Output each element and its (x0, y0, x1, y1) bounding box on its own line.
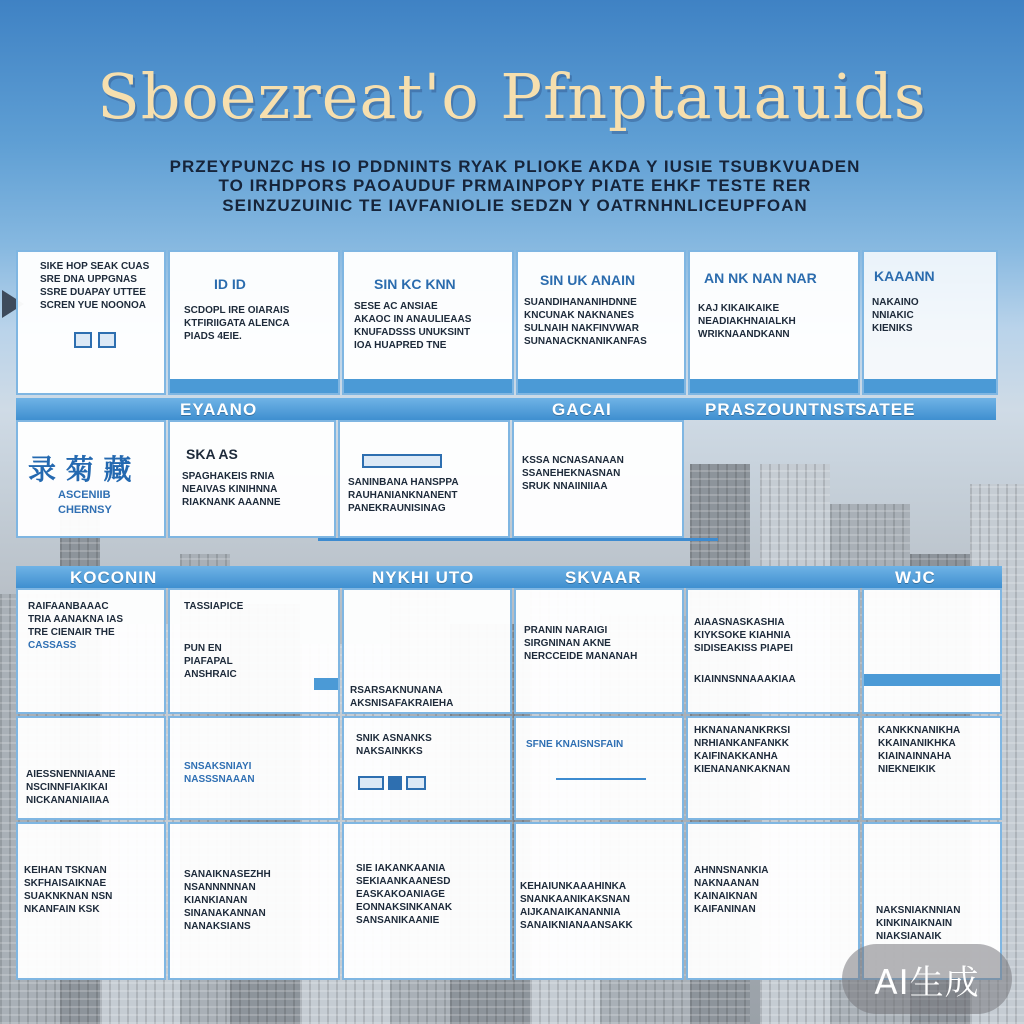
panel-r5-c5 (686, 822, 860, 980)
document-icon (98, 332, 116, 348)
band-label: EYAANO (180, 400, 258, 419)
panel-head: KAAANN (874, 268, 935, 284)
panel-r5-c4 (514, 822, 684, 980)
panel-text: RAIFAANBAAAC TRIA AANAKNA IAS TRE CIENAIR THE CASSASS (28, 601, 123, 651)
panel-text: PRANIN NARAIGI SIRGNINAN AKNE NERCCEIDE MANANAH (524, 625, 638, 662)
band-label: SKVAAR (565, 568, 642, 587)
panel-text: SANINBANA HANSPPA RAUHANIANKNANENT PANEKRAUNISINAG (348, 477, 459, 514)
panel-text: KEIHAN TSKNAN SKFHAISAIKNAE SUAKNKNAN NSN NKANFAIN KSK (24, 865, 113, 915)
device-icon (358, 776, 384, 790)
cjk-heading: 录 菊 藏 (28, 453, 132, 486)
panel-r2-c1 (16, 420, 166, 538)
panel-text: AIAASNASKASHIA KIYKSOKE KIAHNIA SIDISEAKISS PIAPEI KIAINNSNNAAAKIAA (694, 617, 796, 685)
document-icon (74, 332, 92, 348)
band-label: NYKHI UTO (372, 568, 475, 587)
panel-head: ID ID (214, 276, 246, 292)
panel-text: SESE AC ANSIAE AKAOC IN ANAULIEAAS KNUFADSSS UNUKSINT IOA HUAPRED TNE (354, 301, 472, 351)
panel-head: SKA AS (186, 446, 238, 462)
panel-text: PUN EN PIAFAPAL ANSHRAIC (184, 643, 237, 680)
subtitle-line-3: SEINZUZUINIC TE IAVFANIOLIE SEDZN Y OATRNHNLICEUPFOAN (222, 196, 808, 215)
section-band-row3 (16, 566, 1002, 588)
band-label: SATEE (855, 400, 916, 419)
band-label: PRASZOUNTNST (705, 400, 857, 419)
panel-r2-c3 (338, 420, 510, 538)
panel-text: SIE IAKANKAANIA SEKIAANKAANESD EASKAKOANIAGE EONNAKSINKANAK SANSANIKAANIE (356, 863, 453, 926)
panel-r1-c3 (342, 250, 514, 395)
panel-text: SUANDIHANANIHDNNE KNCUNAK NAKNANES SULNAIH NAKFINVWAR SUNANACKNANIKANFAS (524, 297, 647, 347)
panel-r2-c2 (168, 420, 336, 538)
device-icon (388, 776, 402, 790)
panel-text: SANAIKNASEZHH NSANNNNNAN KIANKIANAN SINANAKANNAN NANAKSIANS (184, 869, 271, 932)
panel-r3-c5 (686, 588, 860, 714)
subtitle-line-2: TO IRHDPORS PAOAUDUF PRMAINPOPY PIATE EHKF TESTE RER (218, 176, 812, 195)
subtitle-line-1: PRZEYPUNZC HS IO PDDNINTS RYAK PLIOKE AKDA Y IUSIE TSUBKVUADEN (169, 157, 861, 176)
panel-r4-c3 (342, 716, 512, 820)
panel-text: KAJ KIKAIKAIKE NEADIAKHNAIALKH WRIKNAANDKANN (698, 303, 796, 340)
panel-text: KANKKNANIKHA KKAINANIKHKA KIAINAINNAHA NIEKNEIKIK (878, 725, 961, 775)
band-label: GACAI (552, 400, 612, 419)
panel-text: SNSAKSNIAYI NASSSNAAAN (184, 761, 255, 785)
panel-r3-c6 (862, 588, 1002, 714)
panel-text: RSARSAKNUNANA AKSNISAFAKRAIEHA (350, 685, 454, 709)
band-label: WJC (895, 568, 936, 587)
panel-r4-c1 (16, 716, 166, 820)
panel-text: SFNE KNAISNSFAIN (526, 739, 624, 750)
panel-r2-c4 (512, 420, 684, 538)
panel-text: HKNANANANKRKSI NRHIANKANFANKK KAIFINAKKANHA KIENANANKAKNAN (694, 725, 791, 775)
panel-text: SNIK ASNANKS NAKSAINKKS (356, 733, 432, 757)
poster-title: Sboezreat'o Pfnptauauids (97, 60, 927, 133)
panel-head: SIN UK ANAIN (540, 272, 636, 288)
panel-r4-c4 (514, 716, 684, 820)
panel-r4-c6 (862, 716, 1002, 820)
panel-r4-c2 (168, 716, 340, 820)
panel-text: KEHAIUNKAAAHINKA SNANKAANIKAKSNAN AIJKANAIKANANNIA SANAIKNIANAANSAKK (520, 881, 633, 931)
panel-r1-c6 (862, 250, 998, 395)
panel-r3-c1 (16, 588, 166, 714)
panel-text: ASCENIIB CHERNSY (58, 489, 112, 516)
panel-text: KSSA NCNASANAAN SSANEHEKNASNAN SRUK NNAIINIIAA (522, 455, 624, 492)
panel-r5-c2 (168, 822, 340, 980)
panel-r1-c4 (516, 250, 686, 395)
panel-r1-c1 (16, 250, 166, 395)
panel-text: AHNNSNANKIA NAKNAANAN KAINAIKNAN KAIFANINAN (694, 865, 769, 915)
panel-r5-c1 (16, 822, 166, 980)
panel-text: AIESSNENNIAANE NSCINNFIAKIKAI NICKANANIAIIAA (26, 769, 116, 806)
toolbar-icon (362, 454, 442, 468)
device-icon (406, 776, 426, 790)
connector-line (318, 538, 718, 541)
panel-r3-c4 (514, 588, 684, 714)
chart-line (556, 778, 646, 780)
panel-r3-c2 (168, 588, 340, 714)
panel-r1-c5 (688, 250, 860, 395)
panel-r4-c5 (686, 716, 860, 820)
panel-head: AN NK NAN NAR (704, 270, 817, 286)
panel-text: NAKSNIAKNNIAN KINKINAIKNAIN NIAKSIANAIK (876, 905, 961, 942)
panel-text: SCDOPL IRE OIARAIS KTFIRIIGATA ALENCA PIADS 4EIE. (184, 305, 290, 342)
panel-r3-c3 (342, 588, 512, 714)
panel-text: SPAGHAKEIS RNIA NEAIVAS KINIHNNA RIAKNANK AAANNE (182, 471, 281, 508)
panel-r5-c3 (342, 822, 512, 980)
panel-text: SIKE HOP SEAK CUAS SRE DNA UPPGNAS SSRE DUAPAY UTTEE SCREN YUE NOONOA (40, 261, 150, 311)
panel-head: SIN KC KNN (374, 276, 456, 292)
panel-text: NAKAINO NNIAKIC KIENIKS (872, 297, 919, 334)
ai-generated-watermark: AI生成 (842, 944, 1012, 1014)
panel-r1-c2 (168, 250, 340, 395)
band-label: KOCONIN (70, 568, 158, 587)
panel-head: TASSIAPICE (184, 601, 244, 612)
